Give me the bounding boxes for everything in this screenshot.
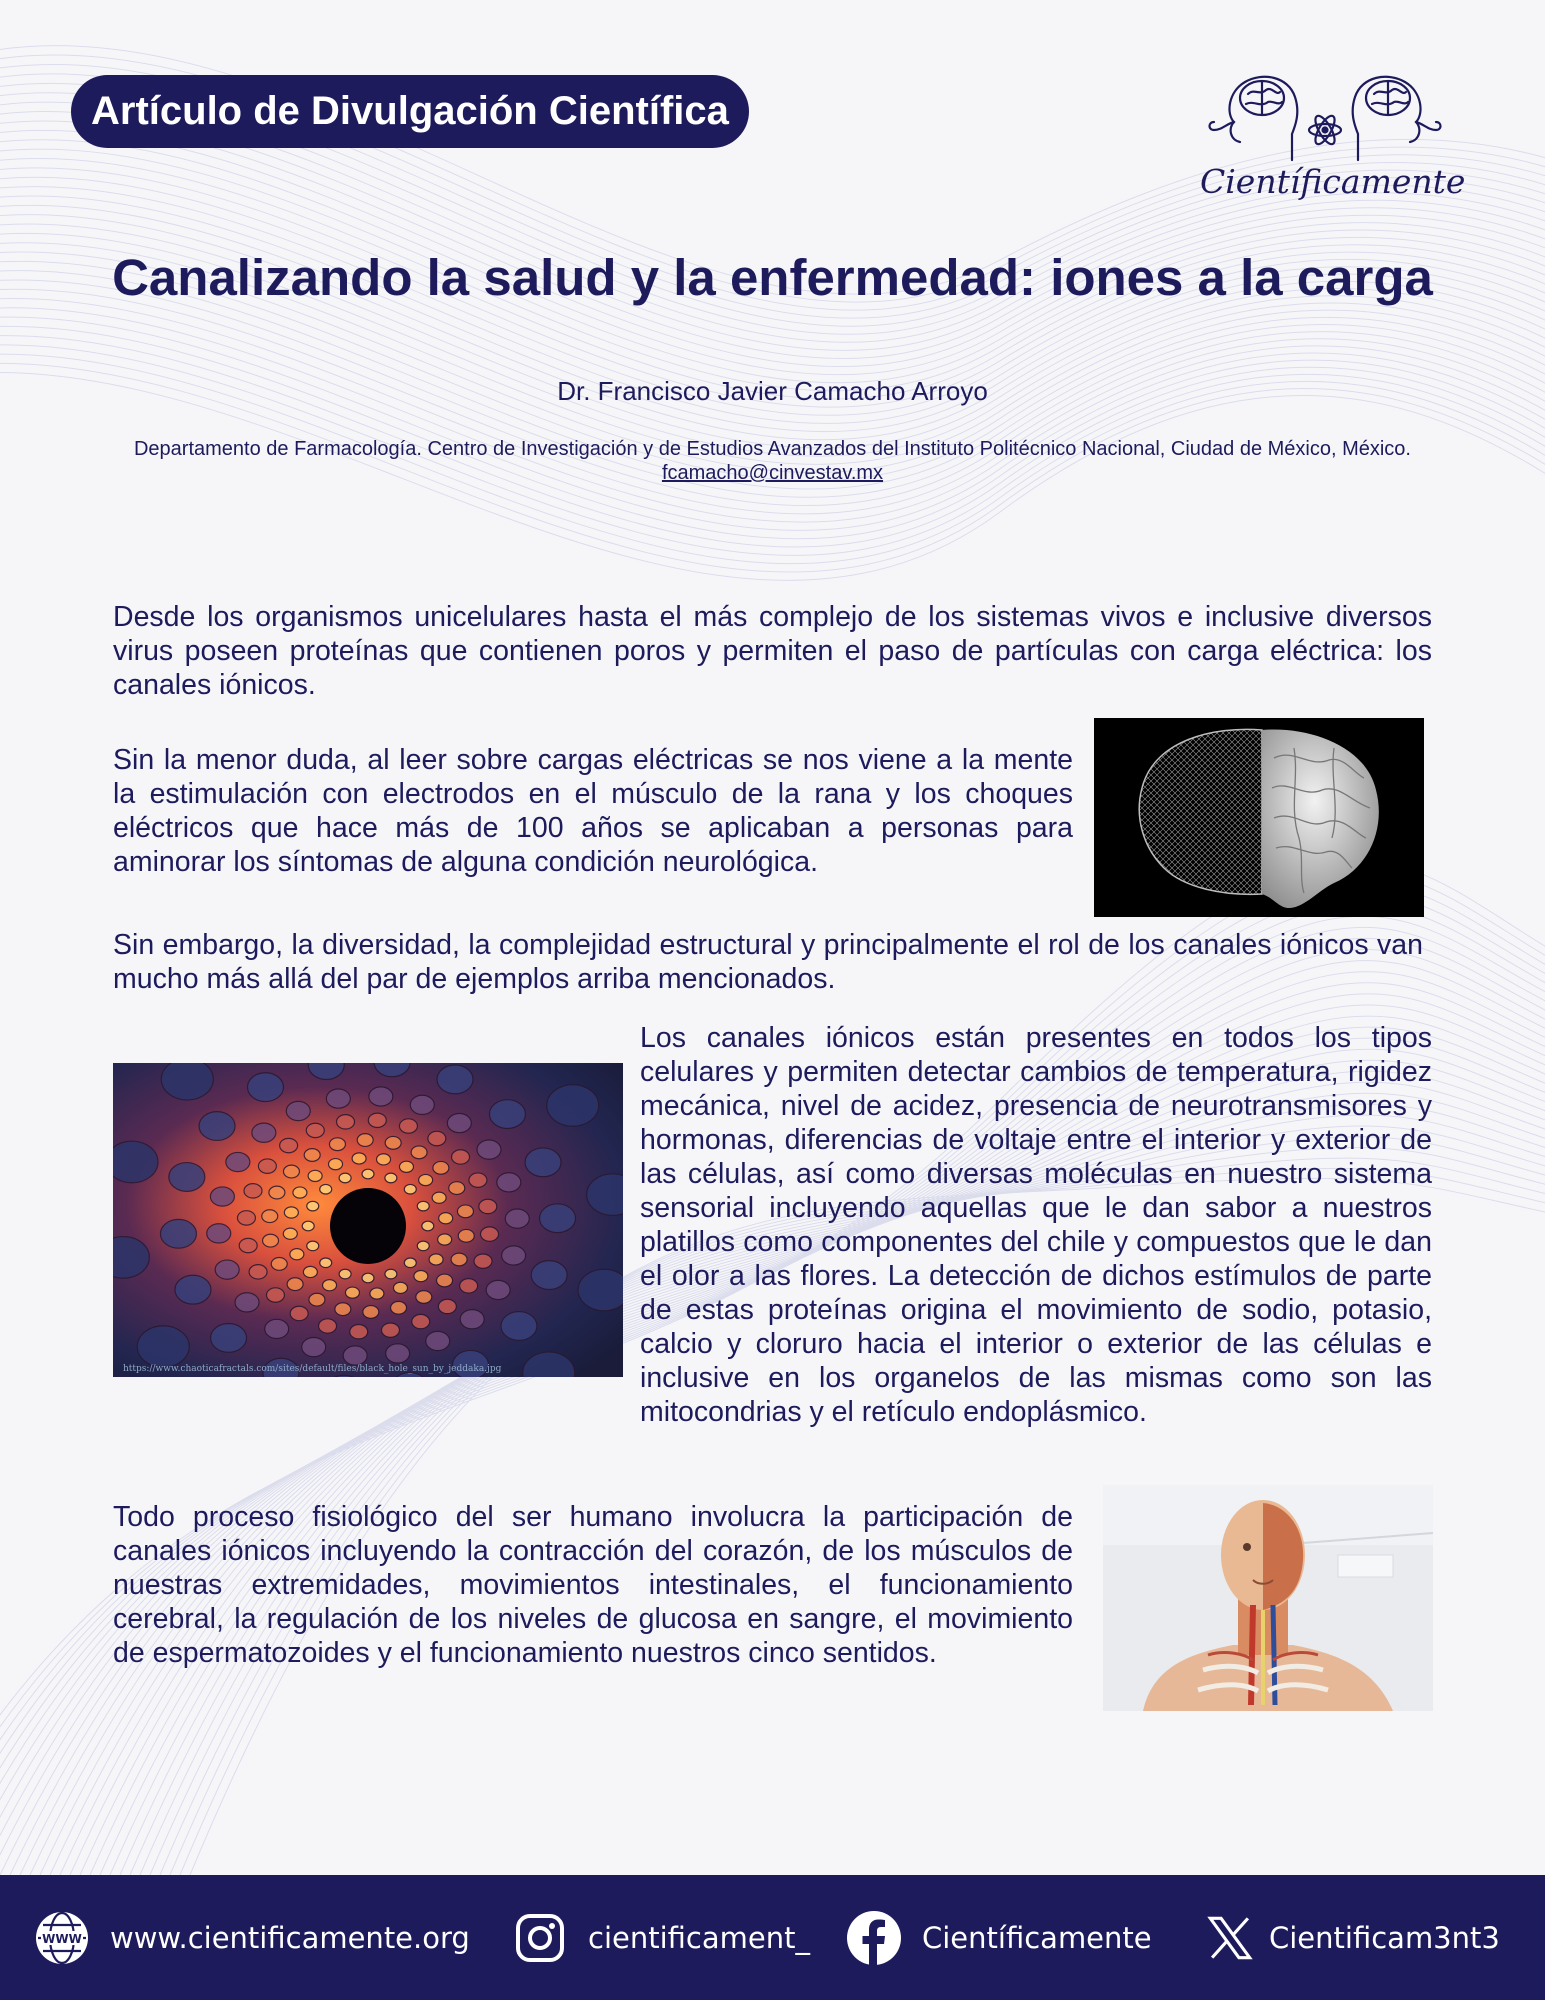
fractal-dot: [363, 1306, 379, 1319]
article-type-label: Artículo de Divulgación Científica: [91, 89, 729, 133]
fractal-dot: [439, 1213, 453, 1224]
fractal-dot: [460, 1310, 484, 1329]
fractal-dot: [160, 1219, 196, 1248]
fractal-dot: [283, 1165, 299, 1178]
fractal-dot: [469, 1173, 487, 1187]
fractal-dot: [474, 1254, 492, 1268]
fractal-dot: [269, 1186, 285, 1199]
fractal-dot: [422, 1221, 434, 1231]
footer-x-link[interactable]: [1205, 1875, 1500, 2000]
fractal-dot: [326, 1089, 350, 1108]
fractal-dot: [404, 1258, 416, 1268]
fractal-dot: [416, 1291, 432, 1304]
fractal-dot: [309, 1293, 325, 1306]
fractal-dot: [113, 1141, 158, 1183]
fractal-dot: [578, 1269, 623, 1311]
fractal-dot: [258, 1159, 276, 1173]
fractal-dot: [337, 1115, 355, 1129]
fractal-dot: [369, 1087, 393, 1106]
logo-wordmark: Científicamente: [1200, 162, 1466, 201]
fractal-dot: [302, 1221, 314, 1231]
fractal-dot: [211, 1324, 247, 1353]
fractal-dot: [207, 1224, 231, 1243]
fractal-dot: [357, 1134, 373, 1147]
fractal-dot: [249, 1265, 267, 1279]
author-affiliation: [90, 437, 1455, 485]
paragraph-3: Sin embargo, la diversidad, la complejidad estructural y principalmente el rol de los canales iónicos van mucho más allá del par de ejemplos arriba mencionados.: [113, 929, 1423, 995]
fractal-dot: [247, 1073, 283, 1102]
fractal-dot: [262, 1210, 278, 1223]
fractal-dot: [547, 1085, 599, 1127]
globe-icon: [34, 1910, 90, 1966]
fractal-dot: [308, 1170, 322, 1181]
footer-x-text: Cientificam3nt3: [1269, 1920, 1500, 1955]
paragraph-5: Todo proceso fisiológico del ser humano involucra la participación de canales iónicos incluyendo la contracción del corazón, de los músculos de nuestras extremidades, movimientos intestinales, el funcionamiento cerebral, la regulación de los niveles de glucosa en sangre, el movimiento de espermatozoides y el funcionamiento nuestros cinco sentidos.: [113, 1501, 1073, 1669]
fractal-dot: [505, 1209, 529, 1228]
fractal-dot: [381, 1323, 399, 1337]
fractal-dot: [385, 1136, 401, 1149]
background-wave-line: [0, 326, 1545, 538]
fractal-dot: [540, 1204, 576, 1233]
fractal-dot: [252, 1123, 276, 1142]
fractal-dot: [339, 1173, 351, 1183]
fractal-dot: [306, 1123, 324, 1137]
fractal-dot: [329, 1138, 345, 1151]
fractal-image: [113, 1063, 623, 1377]
fractal-dot: [304, 1149, 320, 1162]
fractal-dot: [237, 1211, 255, 1225]
background-wave-line: [0, 308, 1545, 522]
fractal-dot: [429, 1254, 443, 1265]
image-credit-url: https://www.chaoticafractals.com/sites/default/files/black_hole_sun_by_jeddaka.jpg: [123, 1364, 502, 1374]
fractal-dot: [489, 1100, 525, 1129]
fractal-dot: [362, 1273, 374, 1283]
fractal-dot: [385, 1173, 397, 1183]
fractal-dot: [481, 1227, 499, 1241]
fractal-dot: [302, 1338, 326, 1357]
fractal-dot: [290, 1306, 308, 1320]
fractal-dot: [486, 1280, 510, 1299]
fractal-dot: [362, 1169, 374, 1179]
fractal-dot: [417, 1241, 429, 1251]
fractal-dot: [404, 1184, 416, 1194]
fractal-dot: [352, 1153, 366, 1164]
article-type-badge: [71, 75, 749, 148]
fractal-dot: [419, 1174, 433, 1185]
brain-icon: [1094, 718, 1424, 917]
anatomy-model-image: [1103, 1485, 1433, 1711]
fractal-dot: [307, 1201, 319, 1211]
fractal-dot: [477, 1140, 501, 1159]
fractal-dot: [169, 1163, 205, 1192]
fractal-dot: [410, 1095, 434, 1114]
fractal-dot: [417, 1201, 429, 1211]
fractal-dot: [479, 1199, 497, 1213]
fractal-dot: [280, 1138, 298, 1152]
svg-text:WWW: WWW: [42, 1931, 82, 1946]
fractal-dot: [438, 1299, 456, 1313]
fractal-dot: [335, 1303, 351, 1316]
fractal-dot: [531, 1261, 567, 1290]
fractal-dot: [287, 1278, 303, 1291]
footer-instagram-link[interactable]: [512, 1875, 810, 2000]
paragraph-1: Desde los organismos unicelulares hasta el más complejo de los sistemas vivos e inclusive diversos virus poseen proteínas que contienen poros y permiten el paso de partículas con carga eléctrica: los canales iónicos.: [113, 601, 1432, 701]
fractal-dot: [377, 1154, 391, 1165]
fractal-dot: [393, 1282, 407, 1293]
fractal-dot: [239, 1238, 257, 1252]
fractal-dot: [290, 1249, 304, 1260]
twin-heads-brain-icon: [1200, 62, 1450, 167]
fractal-dot: [307, 1241, 319, 1251]
fractal-dot: [501, 1312, 537, 1341]
fractal-dot: [449, 1182, 465, 1195]
footer-instagram-text: cientificament_: [588, 1920, 810, 1955]
fractal-dot: [426, 1331, 450, 1350]
fractal-dot: [414, 1271, 428, 1282]
fractal-dot: [263, 1234, 279, 1247]
fractal-dot: [244, 1184, 262, 1198]
cientificamente-logo: [1200, 62, 1466, 212]
fractal-dot: [370, 1288, 384, 1299]
author-email-link[interactable]: fcamacho@cinvestav.mx: [661, 462, 884, 484]
facebook-icon: [846, 1910, 902, 1966]
fractal-dot: [271, 1258, 287, 1271]
article-title: Canalizando la salud y la enfermedad: iones a la carga: [112, 249, 1433, 306]
fractal-dot: [447, 1113, 471, 1132]
fractal-dot: [457, 1205, 473, 1218]
fractal-dot: [137, 1326, 189, 1368]
author-name: Dr. Francisco Javier Camacho Arroyo: [557, 376, 988, 406]
fractal-dot: [399, 1119, 417, 1133]
fractal-dot: [323, 1280, 337, 1291]
footer-facebook-link[interactable]: [846, 1875, 1152, 2000]
fractal-dot: [265, 1319, 289, 1338]
footer-website-text: www.cientificamente.org: [110, 1920, 470, 1955]
fractal-dot: [303, 1266, 317, 1277]
fractal-dot: [175, 1275, 211, 1304]
affiliation-text: Departamento de Farmacología. Centro de Investigación y de Estudios Avanzados del Instituto Politécnico Nacional, Ciudad de México, México.: [133, 438, 1411, 460]
fractal-icon: [113, 1063, 623, 1377]
fractal-dot: [339, 1269, 351, 1279]
fractal-dot: [199, 1112, 235, 1141]
fractal-dot: [345, 1287, 359, 1298]
fractal-dot: [433, 1161, 449, 1174]
fractal-dot: [343, 1346, 367, 1365]
footer-facebook-text: Científicamente: [922, 1920, 1152, 1955]
fractal-dot: [215, 1260, 239, 1279]
paragraph-4: Los canales iónicos están presentes en todos los tipos celulares y permiten detectar cambios de temperatura, rigidez mecánica, nivel de acidez, presencia de neurotransmisores y hormonas, diferencias de voltaje entre el interior y exterior de las células, así como diversas moléculas en nuestro sistema sensorial incluyendo aquellas que le dan sabor a nuestros platillos como componentes del chile y compuestos que le dan el olor a las flores. La detección de dichos estímulos de parte de estas proteínas origina el movimiento de sodio, potasio, calcio y cloruro hacia el interior o exterior de las células e inclusive en los organelos de las mismas como son las mitocondrias y el retículo endoplásmico.: [640, 1022, 1432, 1428]
fractal-dot: [386, 1344, 410, 1363]
fractal-dot: [502, 1246, 526, 1265]
fractal-dot: [399, 1161, 413, 1172]
fractal-dot: [320, 1258, 332, 1268]
fractal-dot: [497, 1173, 521, 1192]
fractal-dot: [350, 1324, 368, 1338]
fractal-dot: [458, 1229, 474, 1242]
fractal-dot: [368, 1113, 386, 1127]
fractal-dot: [385, 1269, 397, 1279]
fractal-dot: [428, 1131, 446, 1145]
fractal-dot: [451, 1253, 467, 1266]
fractal-dot: [320, 1184, 332, 1194]
fractal-dot: [284, 1207, 298, 1218]
fractal-dot: [210, 1187, 234, 1206]
fractal-dot: [319, 1319, 337, 1333]
fractal-dot: [437, 1065, 473, 1094]
fractal-dot: [226, 1152, 250, 1171]
fractal-dot: [452, 1150, 470, 1164]
anatomy-model-icon: [1103, 1485, 1433, 1711]
paragraph-2: Sin la menor duda, al leer sobre cargas eléctricas se nos viene a la mente la estimulación con electrodos en el músculo de la rana y los choques eléctricos que hace más de 100 años se aplicaban a personas para aminorar los síntomas de alguna condición neurológica.: [113, 744, 1073, 878]
brain-wireframe-image: [1094, 718, 1424, 917]
fractal-dot: [161, 1063, 213, 1100]
fractal-dot: [329, 1159, 343, 1170]
footer-website-link[interactable]: [34, 1875, 470, 2000]
fractal-dot: [438, 1234, 452, 1245]
fractal-dot: [437, 1274, 453, 1287]
fractal-dot: [525, 1148, 561, 1177]
fractal-dot: [286, 1101, 310, 1120]
fractal-dot: [293, 1187, 307, 1198]
fractal-dot: [235, 1293, 259, 1312]
fractal-dot: [283, 1228, 297, 1239]
instagram-icon: [512, 1910, 568, 1966]
background-wave-line: [0, 317, 1545, 530]
fractal-dot: [411, 1146, 427, 1159]
footer-bar: [0, 1875, 1545, 2000]
x-logo-icon: [1205, 1913, 1255, 1963]
fractal-dot: [460, 1279, 478, 1293]
fractal-dot: [266, 1288, 284, 1302]
fractal-dot: [432, 1192, 446, 1203]
fractal-dot: [391, 1301, 407, 1314]
fractal-dot: [412, 1314, 430, 1328]
